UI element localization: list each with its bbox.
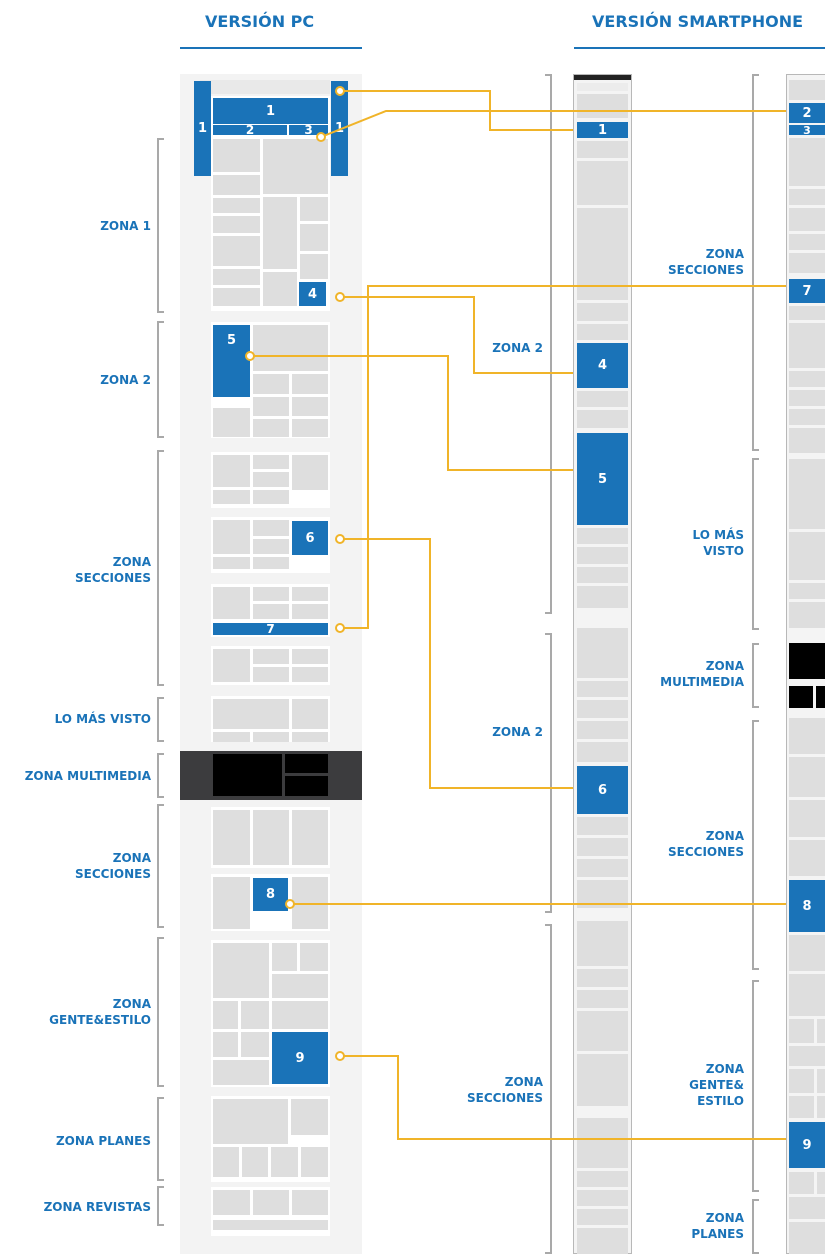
mob2-zone-label-lo-mas-visto: LO MÁS VISTO [692,528,744,558]
connector-3 [321,111,786,137]
pc-block-5: 5 [213,325,250,397]
mob-block-5: 5 [577,433,628,525]
pc-block-2: 2 [213,125,287,135]
mob-block-4: 4 [577,343,628,388]
mob1-zone-label-secciones: ZONA SECCIONES [466,1075,543,1105]
pc-zone-label-planes: ZONA PLANES [55,1134,151,1148]
connector-dot [317,133,325,141]
header-pc: VERSIÓN PC [205,12,315,31]
pc-block-1-left: 1 [194,81,211,176]
pc-zone-label-secciones-2: ZONA SECCIONES [74,851,151,881]
mob2-block-2: 2 [789,103,825,123]
pc-block-9: 9 [272,1032,328,1084]
mob2-zone-label-planes: ZONA PLANES [691,1211,744,1241]
mob2-block-3: 3 [789,125,825,135]
pc-block-3: 3 [289,125,328,135]
connector-dot [336,624,344,632]
connector-dot [336,1052,344,1060]
mob2-block-8: 8 [789,880,825,932]
header-smartphone: VERSIÓN SMARTPHONE [592,12,804,31]
pc-block-8: 8 [253,878,288,911]
connector-4 [340,297,573,373]
connector-dot [286,900,294,908]
mob2-block-7: 7 [789,279,825,303]
mob2-zone-label-secciones-b: ZONA SECCIONES [667,829,744,859]
pc-zone-label-multimedia: ZONA MULTIMEDIA [24,769,151,783]
pc-block-4: 4 [299,282,326,306]
pc-zone-label-revistas: ZONA REVISTAS [43,1200,151,1214]
pc-block-1-right: 1 [331,81,348,176]
mob1-zone-label-zona2-a: ZONA 2 [492,341,543,355]
pc-block-1-top: 1 [213,98,328,124]
pc-zone-label-gente-estilo: ZONA GENTE&ESTILO [49,997,151,1027]
connector-9 [340,1056,786,1139]
pc-block-7: 7 [213,623,328,635]
connector-dot [246,352,254,360]
mob-block-6: 6 [577,766,628,814]
pc-zone-label-zona2: ZONA 2 [100,373,151,387]
pc-block-6: 6 [292,521,328,555]
connector-dot [336,535,344,543]
connector-dot [336,87,344,95]
mob1-zone-label-zona2-b: ZONA 2 [492,725,543,739]
mob2-zone-label-multimedia: ZONA MULTIMEDIA [660,659,744,689]
mob2-zone-label-gente-estilo: ZONA GENTE& ESTILO [689,1062,744,1108]
mob-block-1: 1 [577,122,628,138]
pc-zone-label-secciones-1: ZONA SECCIONES [74,555,151,585]
pc-zone-label-zona1: ZONA 1 [100,219,151,233]
connector-7 [340,286,786,628]
pc-zone-label-lo-mas-visto: LO MÁS VISTO [54,712,151,726]
mob2-block-9: 9 [789,1122,825,1168]
connector-dot [336,293,344,301]
mob2-zone-label-secciones-a: ZONA SECCIONES [667,247,744,277]
connector-6 [340,539,573,788]
